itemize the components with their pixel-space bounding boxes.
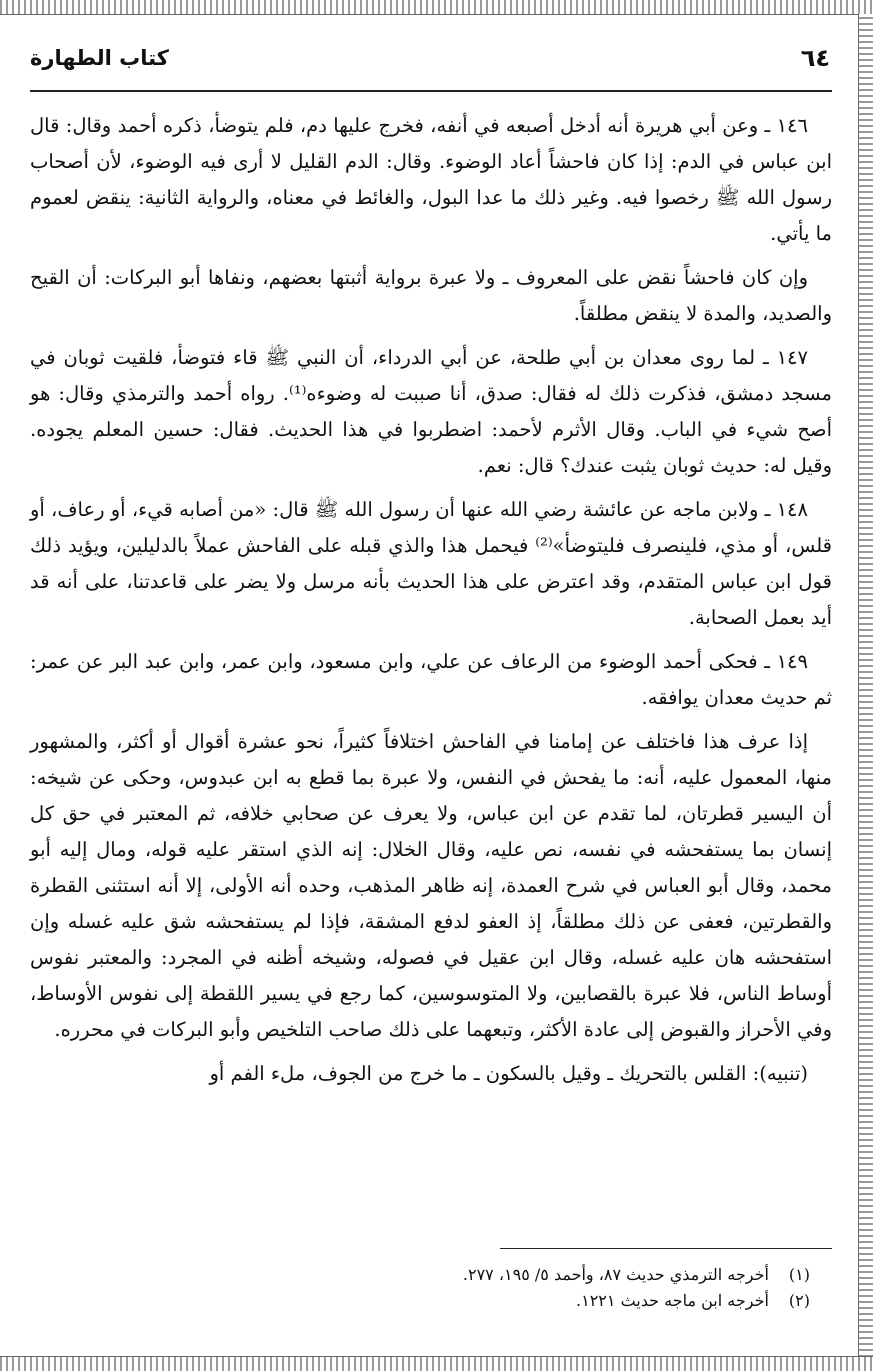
page-header: [30, 44, 830, 84]
paragraph-148: ١٤٨ ـ ولابن ماجه عن عائشة رضي الله عنها أن رسول الله ﷺ قال: «من أصابه قيء، أو رعاف، أو قلس، أو مذي، فلينصرف فليتوضأ»⁽²⁾ فيحمل هذا والذي قبله على الفاحش عملاً بالدليلين، ويؤيد ذلك قول ابن عباس المتقدم، وقد اعترض على هذا الحديث بأنه مرسل ولا يضر على قاعدتنا، على أنه قد أيد بعمل الصحابة.: [30, 498, 832, 629]
paragraph-146: ١٤٦ ـ وعن أبي هريرة أنه أدخل أصبعه في أنفه، فخرج عليها دم، فلم يتوضأ، ذكره أحمد وقال: قال ابن عباس في الدم: إذا كان فاحشاً أعاد الوضوء. وقال: الدم القليل لا أرى فيه الوضوء، لأن أصحاب رسول الله ﷺ رخصوا فيه. وغير ذلك ما عدا البول، والغائط في معناه، والرواية الثانية: ينقض لعموم ما يأتي.: [30, 114, 832, 245]
running-title: كتاب الطهارة: [30, 46, 169, 70]
paragraph-discussion: إذا عرف هذا فاختلف عن إمامنا في الفاحش اختلافاً كثيراً، نحو عشرة أقوال أو أكثر، والمشهور منها، المعمول عليه، أنه: ما يفحش في النفس، ولا عبرة بما قطع به ابن عبدوس، وحكى عن شيخه: أن اليسير قطرتان، لما تقدم عن ابن عباس، ولا يعرف عن صحابي خلافه، ثم المعتبر في حق كل إنسان بما يستفحشه في نفسه، نص عليه، وقال الخلال: إنه الذي استقر عليه قوله، ومال إليه أبو محمد، وقال أبو العباس في شرح العمدة، إنه ظاهر المذهب، وحده أنه الأولى، إلا أنه استثنى القطرة والقطرتين، فعفى عن ذلك مطلقاً، إذ العفو لدفع المشقة، فإذا لم يستفحشه شق عليه غسله وإن استفحشه هان عليه غسله، وقال ابن عقيل في فصوله، وشيخه أظنه في المجرد: والمعتبر نفوس أوساط الناس، فلا عبرة بالقصابين، ولا المتوسوسين، كما رجع في يسير اللقطة إلى نفوس الأوساط، وفي الأحراز والقبوض إلى عادة الأكثر، وتبعهما على ذلك صاحب التلخيص وأبو البركات في محرره.: [30, 730, 832, 1041]
paragraph-note: (تنبيه): القلس بالتحريك ـ وقيل بالسكون ـ ما خرج من الجوف، ملء الفم أو: [209, 1062, 808, 1085]
footnote-number: (١): [788, 1265, 810, 1284]
paragraph-147: ١٤٧ ـ لما روى معدان بن أبي طلحة، عن أبي الدرداء، أن النبي ﷺ قاء فتوضأ، فلقيت ثوبان في مسجد دمشق، فذكرت ذلك له فقال: صدق، أنا صببت له وضوءه⁽¹⁾. رواه أحمد والترمذي وقال: هو أصح شيء في الباب. وقال الأثرم لأحمد: اضطربوا في هذا الحديث. فقال: حسين المعلم يجوده. وقيل له: حديث ثوبان يثبت عندك؟ قال: نعم.: [30, 346, 832, 477]
ornamental-border-right: [858, 14, 873, 1357]
ornamental-border-bottom: [0, 1356, 873, 1371]
main-text: [30, 108, 832, 1100]
footnote-text: أخرجه الترمذي حديث ٨٧، وأحمد ٥/ ١٩٥، ٢٧٧.: [462, 1265, 769, 1284]
paragraph-146-continuation: وإن كان فاحشاً نقض على المعروف ـ ولا عبرة برواية أثبتها بعضهم، ونفاها أبو البركات: أن القيح والصديد، والمدة لا ينقض مطلقاً.: [30, 266, 832, 325]
paragraph-149: ١٤٩ ـ فحكى أحمد الوضوء من الرعاف عن علي، وابن مسعود، وابن عمر، وابن عبد البر عن عمر: ثم حديث معدان يوافقه.: [30, 650, 832, 709]
footnote-rule: [500, 1248, 832, 1249]
footnote-number: (٢): [788, 1291, 810, 1310]
page-number: ٦٤: [800, 44, 830, 72]
footnote-1: [30, 1262, 810, 1288]
header-rule: [30, 90, 832, 92]
footnote-2: [30, 1288, 810, 1314]
footnotes: [30, 1262, 810, 1314]
footnote-text: أخرجه ابن ماجه حديث ١٢٢١.: [576, 1291, 769, 1310]
ornamental-border-top: [0, 0, 873, 15]
